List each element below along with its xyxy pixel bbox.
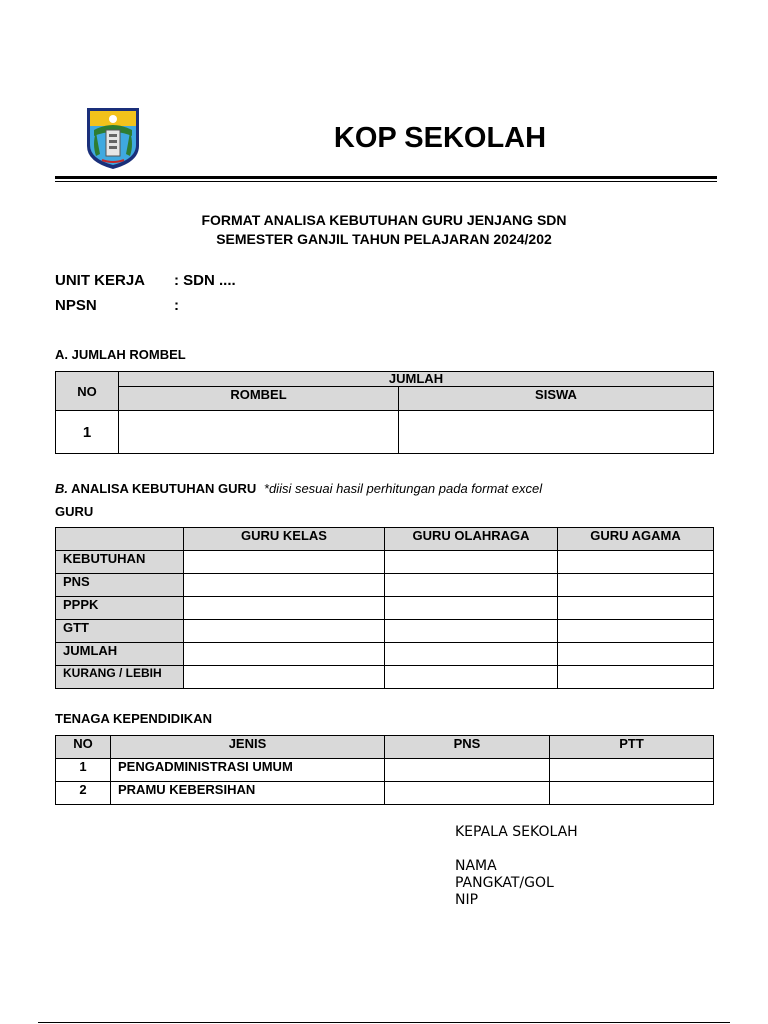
- rombel-header-siswa: SISWA: [399, 387, 714, 411]
- tendik-row-jenis: PRAMU KEBERSIHAN: [111, 782, 385, 805]
- guru-cell: [558, 574, 714, 597]
- guru-header-blank: [56, 528, 184, 551]
- tendik-table: [55, 735, 714, 805]
- tendik-cell: [385, 759, 550, 782]
- document-title-line1: FORMAT ANALISA KEBUTUHAN GURU JENJANG SDN: [201, 212, 567, 228]
- guru-subtitle: GURU: [55, 504, 94, 519]
- signature-name: NAMA: [455, 858, 497, 874]
- guru-cell: [184, 620, 385, 643]
- signature-role: KEPALA SEKOLAH: [455, 824, 578, 840]
- guru-row-label: KURANG / LEBIH: [56, 666, 184, 689]
- tendik-cell: [385, 782, 550, 805]
- guru-cell: [385, 551, 558, 574]
- guru-cell: [385, 643, 558, 666]
- tendik-cell: [550, 759, 714, 782]
- siswa-value-cell: [399, 411, 714, 454]
- guru-header-col: GURU OLAHRAGA: [385, 528, 558, 551]
- guru-row: [56, 551, 714, 574]
- tendik-row-no: 2: [56, 782, 111, 805]
- rombel-header-rombel: ROMBEL: [119, 387, 399, 411]
- tendik-cell: [550, 782, 714, 805]
- npsn-label: NPSN: [55, 297, 97, 314]
- guru-row: [56, 620, 714, 643]
- npsn-value: :: [174, 297, 179, 314]
- tendik-header-pns: PNS: [385, 736, 550, 759]
- rombel-table: [55, 371, 714, 454]
- letterhead-rule-thin: [55, 181, 717, 182]
- guru-cell: [184, 666, 385, 689]
- rombel-header-no: NO: [56, 372, 119, 411]
- guru-row-label: KEBUTUHAN: [56, 551, 184, 574]
- tendik-title: TENAGA KEPENDIDIKAN: [55, 711, 212, 726]
- signature-nip: NIP: [455, 892, 479, 908]
- section-b-heading: ANALISA KEBUTUHAN GURU: [71, 481, 257, 496]
- rombel-header-jumlah: JUMLAH: [119, 372, 714, 387]
- guru-cell: [385, 666, 558, 689]
- guru-row-label: GTT: [56, 620, 184, 643]
- letterhead-rule-thick: [55, 176, 717, 179]
- guru-analysis-table: [55, 527, 714, 689]
- guru-row-label: PNS: [56, 574, 184, 597]
- tendik-header-jenis: JENIS: [111, 736, 385, 759]
- section-b-prefix: B.: [55, 481, 68, 496]
- rombel-value-cell: [119, 411, 399, 454]
- tendik-header-no: NO: [56, 736, 111, 759]
- guru-cell: [385, 620, 558, 643]
- tendik-row: [56, 759, 714, 782]
- unit-kerja-value: : SDN ....: [174, 272, 236, 289]
- guru-cell: [558, 597, 714, 620]
- guru-cell: [385, 574, 558, 597]
- tendik-row: [56, 782, 714, 805]
- tendik-row-jenis: PENGADMINISTRASI UMUM: [111, 759, 385, 782]
- guru-cell: [184, 597, 385, 620]
- guru-cell: [558, 620, 714, 643]
- regency-emblem-logo: [84, 106, 142, 170]
- guru-row: [56, 666, 714, 689]
- tendik-header-ptt: PTT: [550, 736, 714, 759]
- guru-row-label: PPPK: [56, 597, 184, 620]
- guru-row: [56, 643, 714, 666]
- guru-row: [56, 597, 714, 620]
- guru-cell: [558, 666, 714, 689]
- unit-kerja-label: UNIT KERJA: [55, 272, 146, 289]
- guru-header-col: GURU KELAS: [184, 528, 385, 551]
- tendik-row-no: 1: [56, 759, 111, 782]
- signature-rank: PANGKAT/GOL: [455, 875, 554, 891]
- school-letterhead-title: KOP SEKOLAH: [333, 122, 547, 154]
- section-a-title: A. JUMLAH ROMBEL: [55, 347, 186, 362]
- document-title-line2: SEMESTER GANJIL TAHUN PELAJARAN 2024/202: [216, 231, 552, 247]
- guru-row-label: JUMLAH: [56, 643, 184, 666]
- section-b-note: *diisi sesuai hasil perhitungan pada format excel: [263, 481, 543, 496]
- page-bottom-rule: [38, 1022, 730, 1023]
- guru-cell: [184, 574, 385, 597]
- section-b-title: [55, 481, 542, 496]
- guru-row: [56, 574, 714, 597]
- guru-cell: [385, 597, 558, 620]
- guru-cell: [184, 551, 385, 574]
- guru-cell: [558, 643, 714, 666]
- guru-cell: [184, 643, 385, 666]
- guru-header-col: GURU AGAMA: [558, 528, 714, 551]
- guru-cell: [558, 551, 714, 574]
- rombel-row-no: 1: [56, 411, 119, 454]
